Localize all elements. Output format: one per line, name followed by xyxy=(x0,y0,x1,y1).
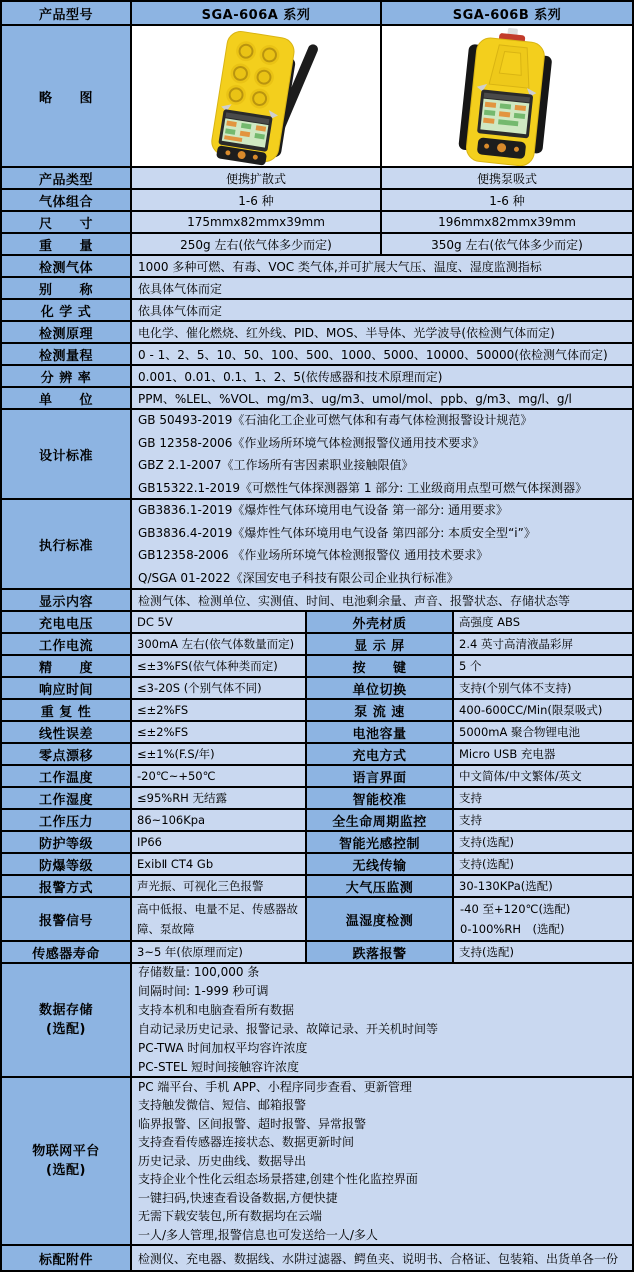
spec-row xyxy=(2,810,632,832)
table-row xyxy=(2,300,632,322)
spec-label-left: 精 度 xyxy=(2,656,132,678)
spec-value-left: 3~5 年(依原理而定) xyxy=(132,942,307,964)
row-label xyxy=(2,1078,132,1246)
design-standard-list xyxy=(132,410,632,500)
row-label: 重 量 xyxy=(2,234,132,256)
feature-line: 自动记录历史记录、报警记录、故障记录、开关机时间等 xyxy=(138,1022,439,1036)
spec-label-left: 响应时间 xyxy=(2,678,132,700)
table-row xyxy=(2,234,632,256)
row-label: 检测气体 xyxy=(2,256,132,278)
standard-line: GB3836.4-2019《爆炸性气体环境用电气设备 第四部分: 本质安全型“i”》 xyxy=(138,525,536,540)
spec-value-left: ExibⅡ CT4 Gb xyxy=(132,854,307,876)
data-storage-list xyxy=(132,964,632,1078)
spec-value-left: ≤±2%FS xyxy=(132,722,307,744)
gas-detector-pump-icon xyxy=(382,26,632,166)
alarm-signal-row xyxy=(2,898,632,942)
spec-label-left: 防爆等级 xyxy=(2,854,132,876)
table-row xyxy=(2,212,632,234)
row-label: 执行标准 xyxy=(2,500,132,590)
row-label: 产品类型 xyxy=(2,168,132,190)
value-series-a: 便携扩散式 xyxy=(132,168,382,190)
spec-label-right: 泵 流 速 xyxy=(307,700,454,722)
feature-line: 临界报警、区间报警、超时报警、异常报警 xyxy=(138,1116,367,1131)
table-row xyxy=(2,168,632,190)
table-row xyxy=(2,344,632,366)
spec-row xyxy=(2,832,632,854)
row-label: 尺 寸 xyxy=(2,212,132,234)
execution-standard-list xyxy=(132,500,632,590)
table-row xyxy=(2,590,632,612)
spec-value-right: 支持(选配) xyxy=(454,854,632,876)
spec-label-left: 报警方式 xyxy=(2,876,132,898)
standard-line: GB3836.1-2019《爆炸性气体环境用电气设备 第一部分: 通用要求》 xyxy=(138,503,509,517)
spec-row xyxy=(2,678,632,700)
spec-label-right: 大气压监测 xyxy=(307,876,454,898)
sketch-row xyxy=(2,26,632,168)
spec-value-left: 86~106Kpa xyxy=(132,810,307,832)
spec-row xyxy=(2,700,632,722)
table-row xyxy=(2,278,632,300)
feature-line: 支持触发微信、短信、邮箱报警 xyxy=(138,1098,307,1113)
spec-label-right: 全生命周期监控 xyxy=(307,810,454,832)
spec-label-right: 电池容量 xyxy=(307,722,454,744)
row-label: 分 辨 率 xyxy=(2,366,132,388)
standard-line: GB12358-2006 《作业场所环境气体检测报警仪 通用技术要求》 xyxy=(138,548,489,562)
spec-label-right: 充电方式 xyxy=(307,744,454,766)
feature-line: 一键扫码,快速查看设备数据,方便快捷 xyxy=(138,1190,338,1205)
feature-line: PC 端平台、手机 APP、小程序同步查看、更新管理 xyxy=(138,1079,412,1094)
spec-value-right: 5 个 xyxy=(454,656,632,678)
sketch-label: 略 图 xyxy=(2,26,132,168)
spec-label-left: 防护等级 xyxy=(2,832,132,854)
spec-value-right: 2.4 英寸高清液晶彩屏 xyxy=(454,634,632,656)
iot-feature-list xyxy=(132,1078,632,1246)
spec-label-left: 传感器寿命 xyxy=(2,942,132,964)
feature-line: 支持查看传感器连接状态、数据更新时间 xyxy=(138,1135,355,1150)
spec-row xyxy=(2,634,632,656)
spec-row xyxy=(2,788,632,810)
spec-value-left: ≤3-20S (个别气体不同) xyxy=(132,678,307,700)
spec-value-left: 高中低报、电量不足、传感器故障、泵故障 xyxy=(132,898,307,942)
value-series-a: 250g 左右(依气体多少而定) xyxy=(132,234,382,256)
value-series-b: 350g 左右(依气体多少而定) xyxy=(382,234,632,256)
row-label: 检测量程 xyxy=(2,344,132,366)
row-value: 电化学、催化燃烧、红外线、PID、MOS、半导体、光学波导(依检测气体而定) xyxy=(132,322,632,344)
row-value: 0.001、0.01、0.1、1、2、5(依传感器和技术原理而定) xyxy=(132,366,632,388)
spec-label-left: 线性误差 xyxy=(2,722,132,744)
spec-label-right: 显 示 屏 xyxy=(307,634,454,656)
row-label: 气体组合 xyxy=(2,190,132,212)
spec-value-left: 300mA 左右(依气体数量而定) xyxy=(132,634,307,656)
spec-label-right: 温湿度检测 xyxy=(307,898,454,942)
spec-value-right: 支持 xyxy=(454,788,632,810)
row-label: 检测原理 xyxy=(2,322,132,344)
spec-label-left: 工作湿度 xyxy=(2,788,132,810)
row-label-line: 物联网平台 xyxy=(32,1144,100,1159)
design-standard-row xyxy=(2,410,632,500)
spec-label-left: 重 复 性 xyxy=(2,700,132,722)
table-row xyxy=(2,190,632,212)
row-label: 设计标准 xyxy=(2,410,132,500)
standard-line: GB 12358-2006《作业场所环境气体检测报警仪通用技术要求》 xyxy=(138,435,485,450)
header-series-a: SGA-606A 系列 xyxy=(132,2,382,26)
spec-row xyxy=(2,876,632,898)
spec-label-right: 单位切换 xyxy=(307,678,454,700)
row-value: 检测仪、充电器、数据线、水阱过滤器、鳄鱼夹、说明书、合格证、包装箱、出货单各一份 xyxy=(132,1246,632,1270)
spec-value-left: ≤±2%FS xyxy=(132,700,307,722)
spec-row xyxy=(2,854,632,876)
feature-line: 存储数量: 100,000 条 xyxy=(138,965,260,979)
spec-label-left: 工作电流 xyxy=(2,634,132,656)
row-label: 标配附件 xyxy=(2,1246,132,1270)
spec-label-right: 智能校准 xyxy=(307,788,454,810)
spec-row xyxy=(2,656,632,678)
spec-value-right: 中文简体/中文繁体/英文 xyxy=(454,766,632,788)
spec-value-right: 30-130KPa(选配) xyxy=(454,876,632,898)
row-value: 0 - 1、2、5、10、50、100、500、1000、5000、10000、50000(依检测气体而定) xyxy=(132,344,632,366)
spec-label-right: 智能光感控制 xyxy=(307,832,454,854)
feature-line: PC-STEL 短时间接触容许浓度 xyxy=(138,1060,299,1074)
feature-line: PC-TWA 时间加权平均容许浓度 xyxy=(138,1041,308,1055)
spec-label-right: 语言界面 xyxy=(307,766,454,788)
spec-value-right: 支持 xyxy=(454,810,632,832)
spec-value-left: ≤±3%FS(依气体种类而定) xyxy=(132,656,307,678)
spec-value-right: Micro USB 充电器 xyxy=(454,744,632,766)
row-label xyxy=(2,964,132,1078)
standard-line: GB 50493-2019《石油化工企业可燃气体和有毒气体检测报警设计规范》 xyxy=(138,413,533,427)
value-series-a: 175mmx82mmx39mm xyxy=(132,212,382,234)
table-row xyxy=(2,366,632,388)
value-series-b: 1-6 种 xyxy=(382,190,632,212)
spec-label-left: 工作温度 xyxy=(2,766,132,788)
row-label-line: 数据存储 xyxy=(38,1003,93,1018)
spec-row xyxy=(2,612,632,634)
row-value: 依具体气体而定 xyxy=(132,300,632,322)
feature-line: 历史记录、历史曲线、数据导出 xyxy=(138,1153,307,1168)
spec-value-right: 5000mA 聚合物锂电池 xyxy=(454,722,632,744)
spec-label-left: 报警信号 xyxy=(2,898,132,942)
spec-value-left: ≤95%RH 无结露 xyxy=(132,788,307,810)
standard-line: GB15322.1-2019《可燃性气体探测器第 1 部分: 工业级商用点型可燃气体探测器》 xyxy=(138,480,588,495)
spec-label-left: 零点漂移 xyxy=(2,744,132,766)
gas-detector-diffusion-icon xyxy=(132,26,380,166)
standard-line: Q/SGA 01-2022《深国安电子科技有限公司企业执行标准》 xyxy=(138,570,459,585)
spec-value-left: DC 5V xyxy=(132,612,307,634)
row-value: 检测气体、检测单位、实测值、时间、电池剩余量、声音、报警状态、存储状态等 xyxy=(132,590,632,612)
spec-value-left: 声光振、可视化三色报警 xyxy=(132,876,307,898)
row-label-line: (选配) xyxy=(46,1163,86,1178)
row-label: 化 学 式 xyxy=(2,300,132,322)
feature-line: 支持本机和电脑查看所有数据 xyxy=(138,1003,295,1017)
row-value: 1000 多种可燃、有毒、VOC 类气体,并可扩展大气压、温度、湿度监测指标 xyxy=(132,256,632,278)
spec-label-right: 外壳材质 xyxy=(307,612,454,634)
spec-value-right: 支持(选配) xyxy=(454,832,632,854)
table-row xyxy=(2,256,632,278)
spec-label-left: 工作压力 xyxy=(2,810,132,832)
value-series-b: 196mmx82mmx39mm xyxy=(382,212,632,234)
feature-line: 间隔时间: 1-999 秒可调 xyxy=(138,984,269,998)
accessories-row xyxy=(2,1246,632,1270)
spec-label-left: 充电电压 xyxy=(2,612,132,634)
header-row xyxy=(2,2,632,26)
feature-line: 无需下载安装包,所有数据均在云端 xyxy=(138,1209,322,1224)
spec-value-right: 支持(选配) xyxy=(454,942,632,964)
row-label: 别 称 xyxy=(2,278,132,300)
header-label: 产品型号 xyxy=(2,2,132,26)
device-b-image xyxy=(382,26,632,168)
row-label: 显示内容 xyxy=(2,590,132,612)
standard-line: GBZ 2.1-2007《工作场所有害因素职业接触限值》 xyxy=(138,458,414,472)
iot-platform-row xyxy=(2,1078,632,1246)
spec-row xyxy=(2,722,632,744)
humidity-detect-line: 0-100%RH (选配) xyxy=(460,922,565,936)
data-storage-row xyxy=(2,964,632,1078)
spec-value-right: 400-600CC/Min(限泵吸式) xyxy=(454,700,632,722)
spec-value-right: 高强度 ABS xyxy=(454,612,632,634)
spec-row xyxy=(2,942,632,964)
execution-standard-row xyxy=(2,500,632,590)
spec-value-left: ≤±1%(F.S/年) xyxy=(132,744,307,766)
temp-detect-line: -40 至+120℃(选配) xyxy=(460,902,571,916)
row-value: PPM、%LEL、%VOL、mg/m3、ug/m3、umol/mol、ppb、g/m3、mg/l、g/l xyxy=(132,388,632,410)
spec-value-right: 支持(个别气体不支持) xyxy=(454,678,632,700)
row-label: 单 位 xyxy=(2,388,132,410)
spec-row xyxy=(2,744,632,766)
spec-label-right: 按 键 xyxy=(307,656,454,678)
header-series-b: SGA-606B 系列 xyxy=(382,2,632,26)
table-row xyxy=(2,322,632,344)
row-label-line: (选配) xyxy=(46,1022,86,1037)
table-row xyxy=(2,388,632,410)
feature-line: 一人/多人管理,报警信息也可发送给一人/多人 xyxy=(138,1227,378,1242)
spec-value-left: -20℃~+50℃ xyxy=(132,766,307,788)
feature-line: 支持企业个性化云组态场景搭建,创建个性化监控界面 xyxy=(138,1172,418,1187)
device-a-image xyxy=(132,26,382,168)
spec-label-right: 无线传输 xyxy=(307,854,454,876)
spec-label-right: 跌落报警 xyxy=(307,942,454,964)
spec-value-left: IP66 xyxy=(132,832,307,854)
spec-value-right xyxy=(454,898,632,942)
value-series-b: 便携泵吸式 xyxy=(382,168,632,190)
row-value: 依具体气体而定 xyxy=(132,278,632,300)
value-series-a: 1-6 种 xyxy=(132,190,382,212)
spec-row xyxy=(2,766,632,788)
